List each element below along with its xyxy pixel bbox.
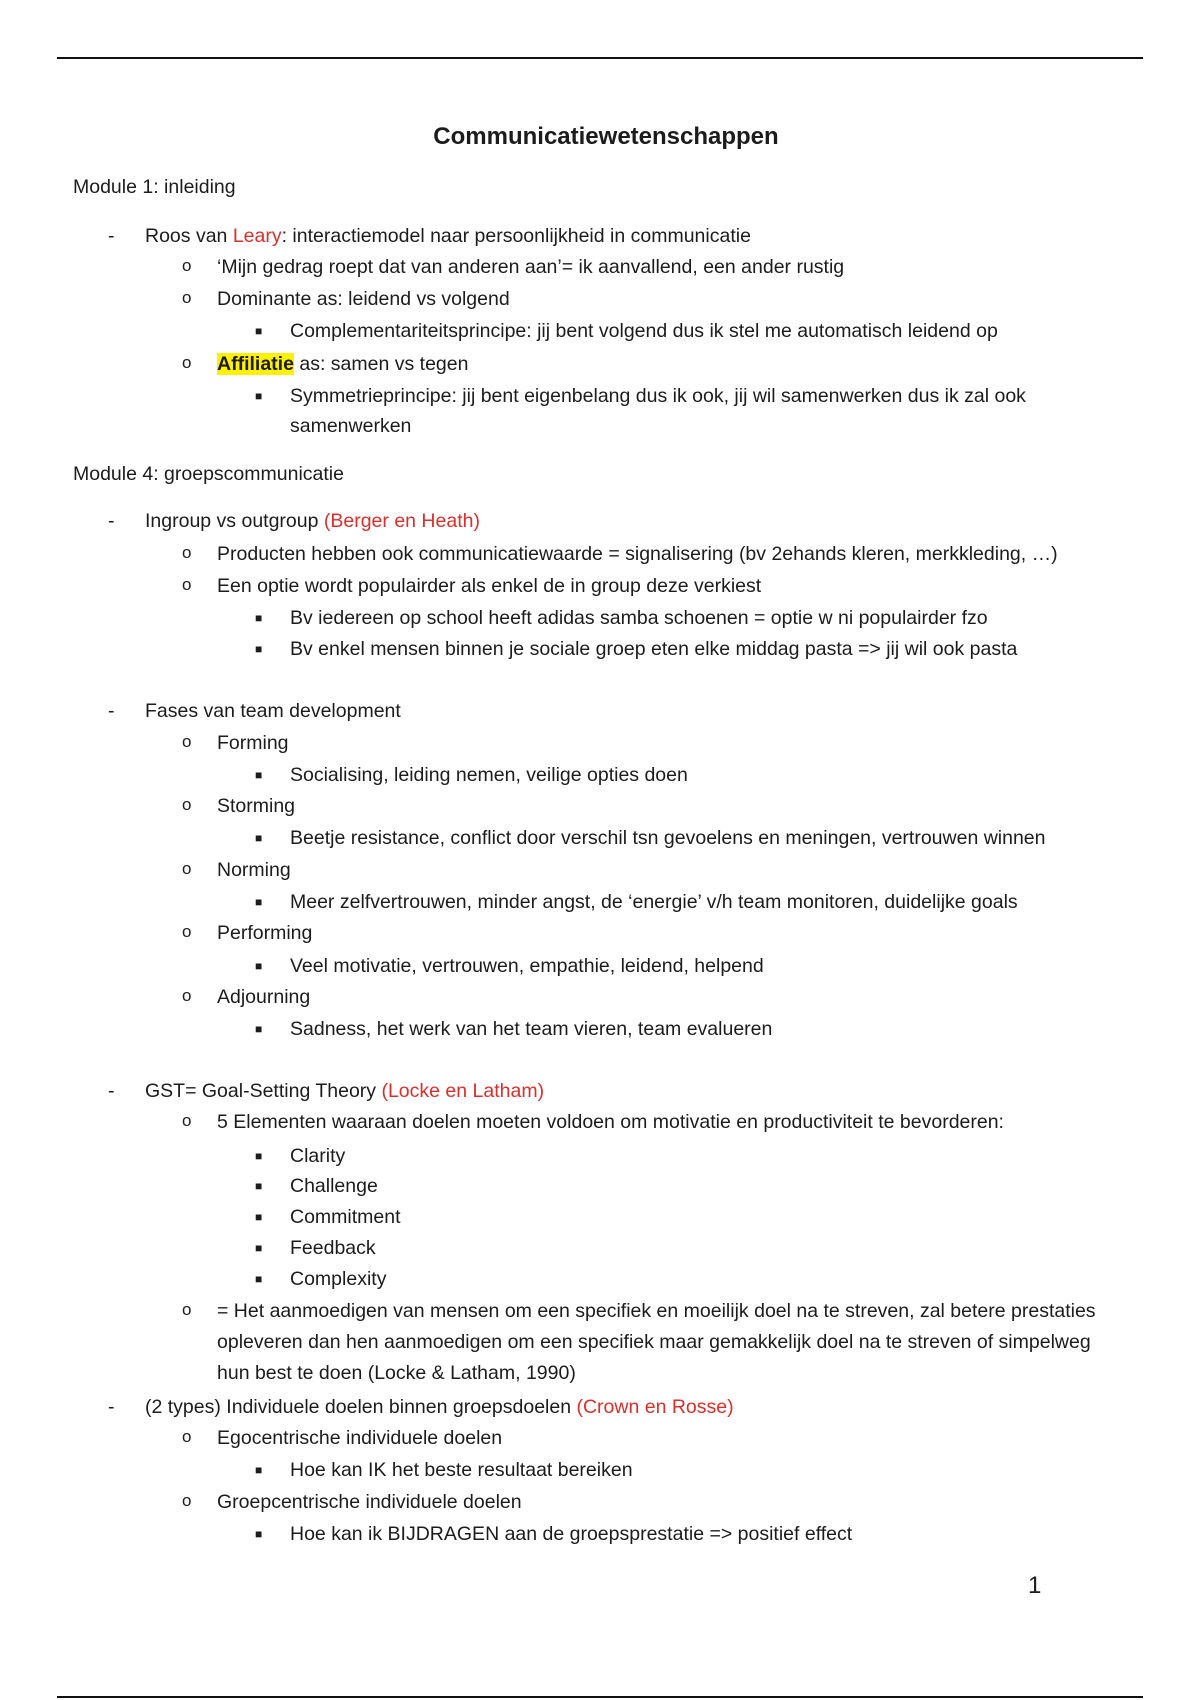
bullet-icon: -: [108, 1080, 115, 1102]
bullet-icon: o: [182, 288, 192, 307]
outline-item-level-2: 5 Elementen waaraan doelen moeten voldoen om motivatie en productiviteit te bevorderen:: [217, 1111, 1004, 1133]
text-run: as: samen vs tegen: [293, 353, 469, 375]
source-citation: (Berger en Heath): [323, 510, 480, 532]
source-citation: (Locke en Latham): [381, 1080, 545, 1102]
outline-item-level-2: Performing: [217, 922, 313, 944]
outline-item-level-3: samenwerken: [290, 415, 412, 437]
bullet-icon: o: [182, 353, 192, 372]
header-rule: [57, 57, 1143, 59]
outline-item-level-3: Sadness, het werk van het team vieren, team evalueren: [290, 1018, 773, 1040]
outline-item-level-2: hun best te doen (Locke & Latham, 1990): [217, 1362, 576, 1384]
bullet-icon: o: [182, 1111, 192, 1130]
bullet-icon: -: [108, 225, 115, 247]
outline-item-level-2: [217, 353, 468, 376]
text-run: GST= Goal-Setting Theory: [145, 1080, 382, 1102]
bullet-icon: o: [182, 859, 192, 878]
outline-item-level-3: Commitment: [290, 1206, 401, 1228]
bullet-icon: o: [182, 922, 192, 941]
bullet-icon: ■: [255, 1241, 263, 1255]
source-citation: (Crown en Rosse): [576, 1396, 734, 1418]
outline-item-level-2: Groepcentrische individuele doelen: [217, 1491, 522, 1513]
bullet-icon: ■: [255, 1272, 263, 1286]
bullet-icon: ■: [255, 611, 263, 625]
bullet-icon: ■: [255, 1179, 263, 1193]
outline-item-level-3: Veel motivatie, vertrouwen, empathie, leidend, helpend: [290, 955, 764, 977]
bullet-icon: ■: [255, 1210, 263, 1224]
bullet-icon: ■: [255, 768, 263, 782]
bullet-icon: ■: [255, 1149, 263, 1163]
footer-rule: [57, 1696, 1143, 1698]
outline-item-level-3: Bv enkel mensen binnen je sociale groep eten elke middag pasta => jij wil ook pasta: [290, 638, 1018, 660]
outline-item-level-3: Challenge: [290, 1175, 378, 1197]
bullet-icon: ■: [255, 1527, 263, 1541]
outline-item-level-2: opleveren dan hen aanmoedigen om een specifiek maar gemakkelijk doel na te streven of simpelweg: [217, 1331, 1091, 1353]
outline-item-level-2: Een optie wordt populairder als enkel de in group deze verkiest: [217, 575, 762, 597]
bullet-icon: ■: [255, 1463, 263, 1477]
outline-item-level-2: Norming: [217, 859, 291, 881]
outline-item-level-3: Beetje resistance, conflict door verschil tsn gevoelens en meningen, vertrouwen winnen: [290, 827, 1046, 849]
outline-item-level-3: Socialising, leiding nemen, veilige opties doen: [290, 764, 688, 786]
bullet-icon: ■: [255, 895, 263, 909]
module-heading: Module 1: inleiding: [73, 176, 236, 198]
bullet-icon: -: [108, 700, 115, 722]
outline-item-level-3: Complexity: [290, 1268, 387, 1290]
bullet-icon: o: [182, 795, 192, 814]
outline-item-level-3: Hoe kan ik BIJDRAGEN aan de groepsprestatie => positief effect: [290, 1523, 853, 1545]
bullet-icon: o: [182, 732, 192, 751]
text-run: : interactiemodel naar persoonlijkheid in communicatie: [281, 225, 751, 247]
outline-item-level-3: Hoe kan IK het beste resultaat bereiken: [290, 1459, 633, 1481]
bullet-icon: o: [182, 1300, 192, 1319]
outline-item-level-3: Bv iedereen op school heeft adidas samba schoenen = optie w ni populairder fzo: [290, 607, 988, 629]
bullet-icon: o: [182, 1491, 192, 1510]
outline-item-level-1: [145, 225, 751, 248]
text-run: (2 types) Individuele doelen binnen groepsdoelen: [145, 1396, 577, 1418]
outline-item-level-2: ‘Mijn gedrag roept dat van anderen aan’= ik aanvallend, een ander rustig: [217, 256, 845, 278]
bullet-icon: ■: [255, 642, 263, 656]
outline-item-level-3: Complementariteitsprincipe: jij bent volgend dus ik stel me automatisch leidend op: [290, 320, 998, 342]
bullet-icon: ■: [255, 389, 263, 403]
outline-item-level-2: Dominante as: leidend vs volgend: [217, 288, 510, 310]
outline-item-level-3: Meer zelfvertrouwen, minder angst, de ‘energie’ v/h team monitoren, duidelijke goals: [290, 891, 1018, 913]
outline-item-level-3: Clarity: [290, 1145, 346, 1167]
bullet-icon: o: [182, 1427, 192, 1446]
bullet-icon: ■: [255, 1022, 263, 1036]
bullet-icon: o: [182, 543, 192, 562]
module-heading: Module 4: groepscommunicatie: [73, 463, 344, 485]
outline-item-level-2: Producten hebben ook communicatiewaarde = signalisering (bv 2ehands kleren, merkkleding, …): [217, 543, 1058, 565]
outline-item-level-2: Forming: [217, 732, 289, 754]
outline-item-level-2: Storming: [217, 795, 296, 817]
outline-item-level-1: [145, 1396, 734, 1419]
outline-item-level-2: Egocentrische individuele doelen: [217, 1427, 503, 1449]
outline-item-level-1: Fases van team development: [145, 700, 401, 722]
highlighted-term: Affiliatie: [217, 353, 294, 375]
bullet-icon: ■: [255, 324, 263, 338]
outline-item-level-3: Symmetrieprincipe: jij bent eigenbelang dus ik ook, jij wil samenwerken dus ik zal ook: [290, 385, 1026, 407]
bullet-icon: -: [108, 1396, 115, 1418]
text-run: Roos van: [145, 225, 233, 247]
bullet-icon: ■: [255, 831, 263, 845]
outline-item-level-1: [145, 510, 480, 533]
bullet-icon: o: [182, 256, 192, 275]
text-run: Ingroup vs outgroup: [145, 510, 324, 532]
page-title: Communicatiewetenschappen: [433, 123, 779, 150]
bullet-icon: o: [182, 575, 192, 594]
source-citation: Leary: [232, 225, 282, 247]
outline-item-level-3: Feedback: [290, 1237, 376, 1259]
bullet-icon: -: [108, 510, 115, 532]
outline-item-level-1: [145, 1080, 544, 1103]
outline-item-level-2: Adjourning: [217, 986, 311, 1008]
page-number: 1: [1028, 1572, 1042, 1599]
bullet-icon: ■: [255, 959, 263, 973]
bullet-icon: o: [182, 986, 192, 1005]
outline-item-level-2: = Het aanmoedigen van mensen om een specifiek en moeilijk doel na te streven, zal betere prestaties: [217, 1300, 1096, 1322]
